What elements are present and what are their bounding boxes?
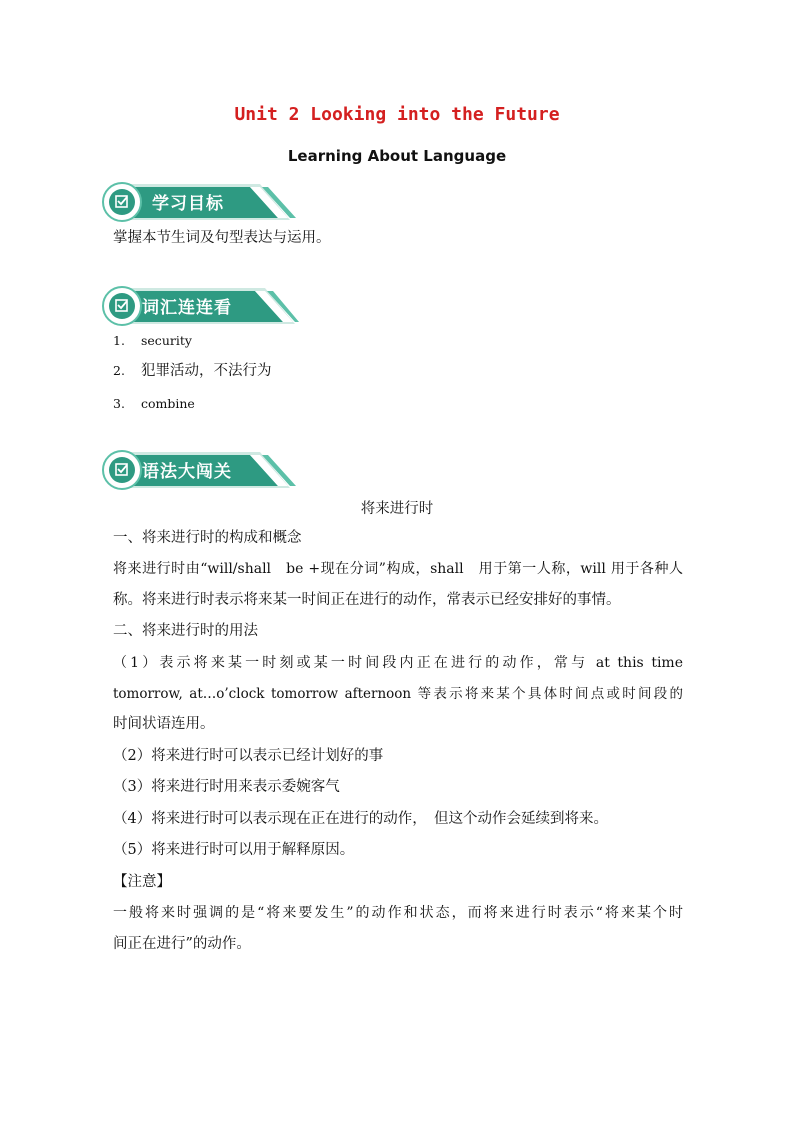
section-label-grammar: 语法大闯关 <box>142 462 232 482</box>
use4: （4）将来进行时可以表示现在正在进行的动作， 但这个动作会延续到将来。 <box>113 811 608 827</box>
list-item: 3. combine <box>113 396 195 411</box>
use1-line3: 时间状语连用。 <box>113 716 215 732</box>
use1-line2: tomorrow, at…o’clock tomorrow afternoon 等表示将来某个具体时间点或时间段的 <box>113 686 683 702</box>
page-title: Unit 2 Looking into the Future <box>234 104 560 125</box>
section-banner-vocab <box>100 284 300 328</box>
goals-text: 掌握本节生词及句型表达与运用。 <box>113 230 331 246</box>
section-banner-goals <box>100 180 300 224</box>
note-line1: 一般将来时强调的是“将来要发生”的动作和状态，而将来进行时表示“将来某个时 <box>113 905 683 921</box>
use3: （3）将来进行时用来表示委婉客气 <box>113 779 340 795</box>
part1-line1: 将来进行时由“will/shall be +现在分词”构成，shall 用于第一人称，will 用于各种人 <box>113 561 683 577</box>
section-banner-grammar <box>100 448 300 492</box>
use1-line1: （1）表示将来某一时刻或某一时间段内正在进行的动作，常与 at this time <box>113 655 683 671</box>
part1-title: 一、将来进行时的构成和概念 <box>113 530 302 546</box>
use2: （2）将来进行时可以表示已经计划好的事 <box>113 748 384 764</box>
list-item: 2. 犯罪活动，不法行为 <box>113 363 272 379</box>
section-label-goals: 学习目标 <box>152 194 224 214</box>
part1-line2: 称。将来进行时表示将来某一时间正在进行的动作，常表示已经安排好的事情。 <box>113 592 621 608</box>
use5: （5）将来进行时可以用于解释原因。 <box>113 842 355 858</box>
section-label-vocab: 词汇连连看 <box>142 298 232 318</box>
page-subtitle: Learning About Language <box>287 147 507 165</box>
grammar-heading: 将来进行时 <box>360 501 434 517</box>
note-line2: 间正在进行”的动作。 <box>113 936 251 952</box>
note-label: 【注意】 <box>113 874 171 890</box>
list-item: 1. security <box>113 333 192 348</box>
part2-title: 二、将来进行时的用法 <box>113 623 258 639</box>
